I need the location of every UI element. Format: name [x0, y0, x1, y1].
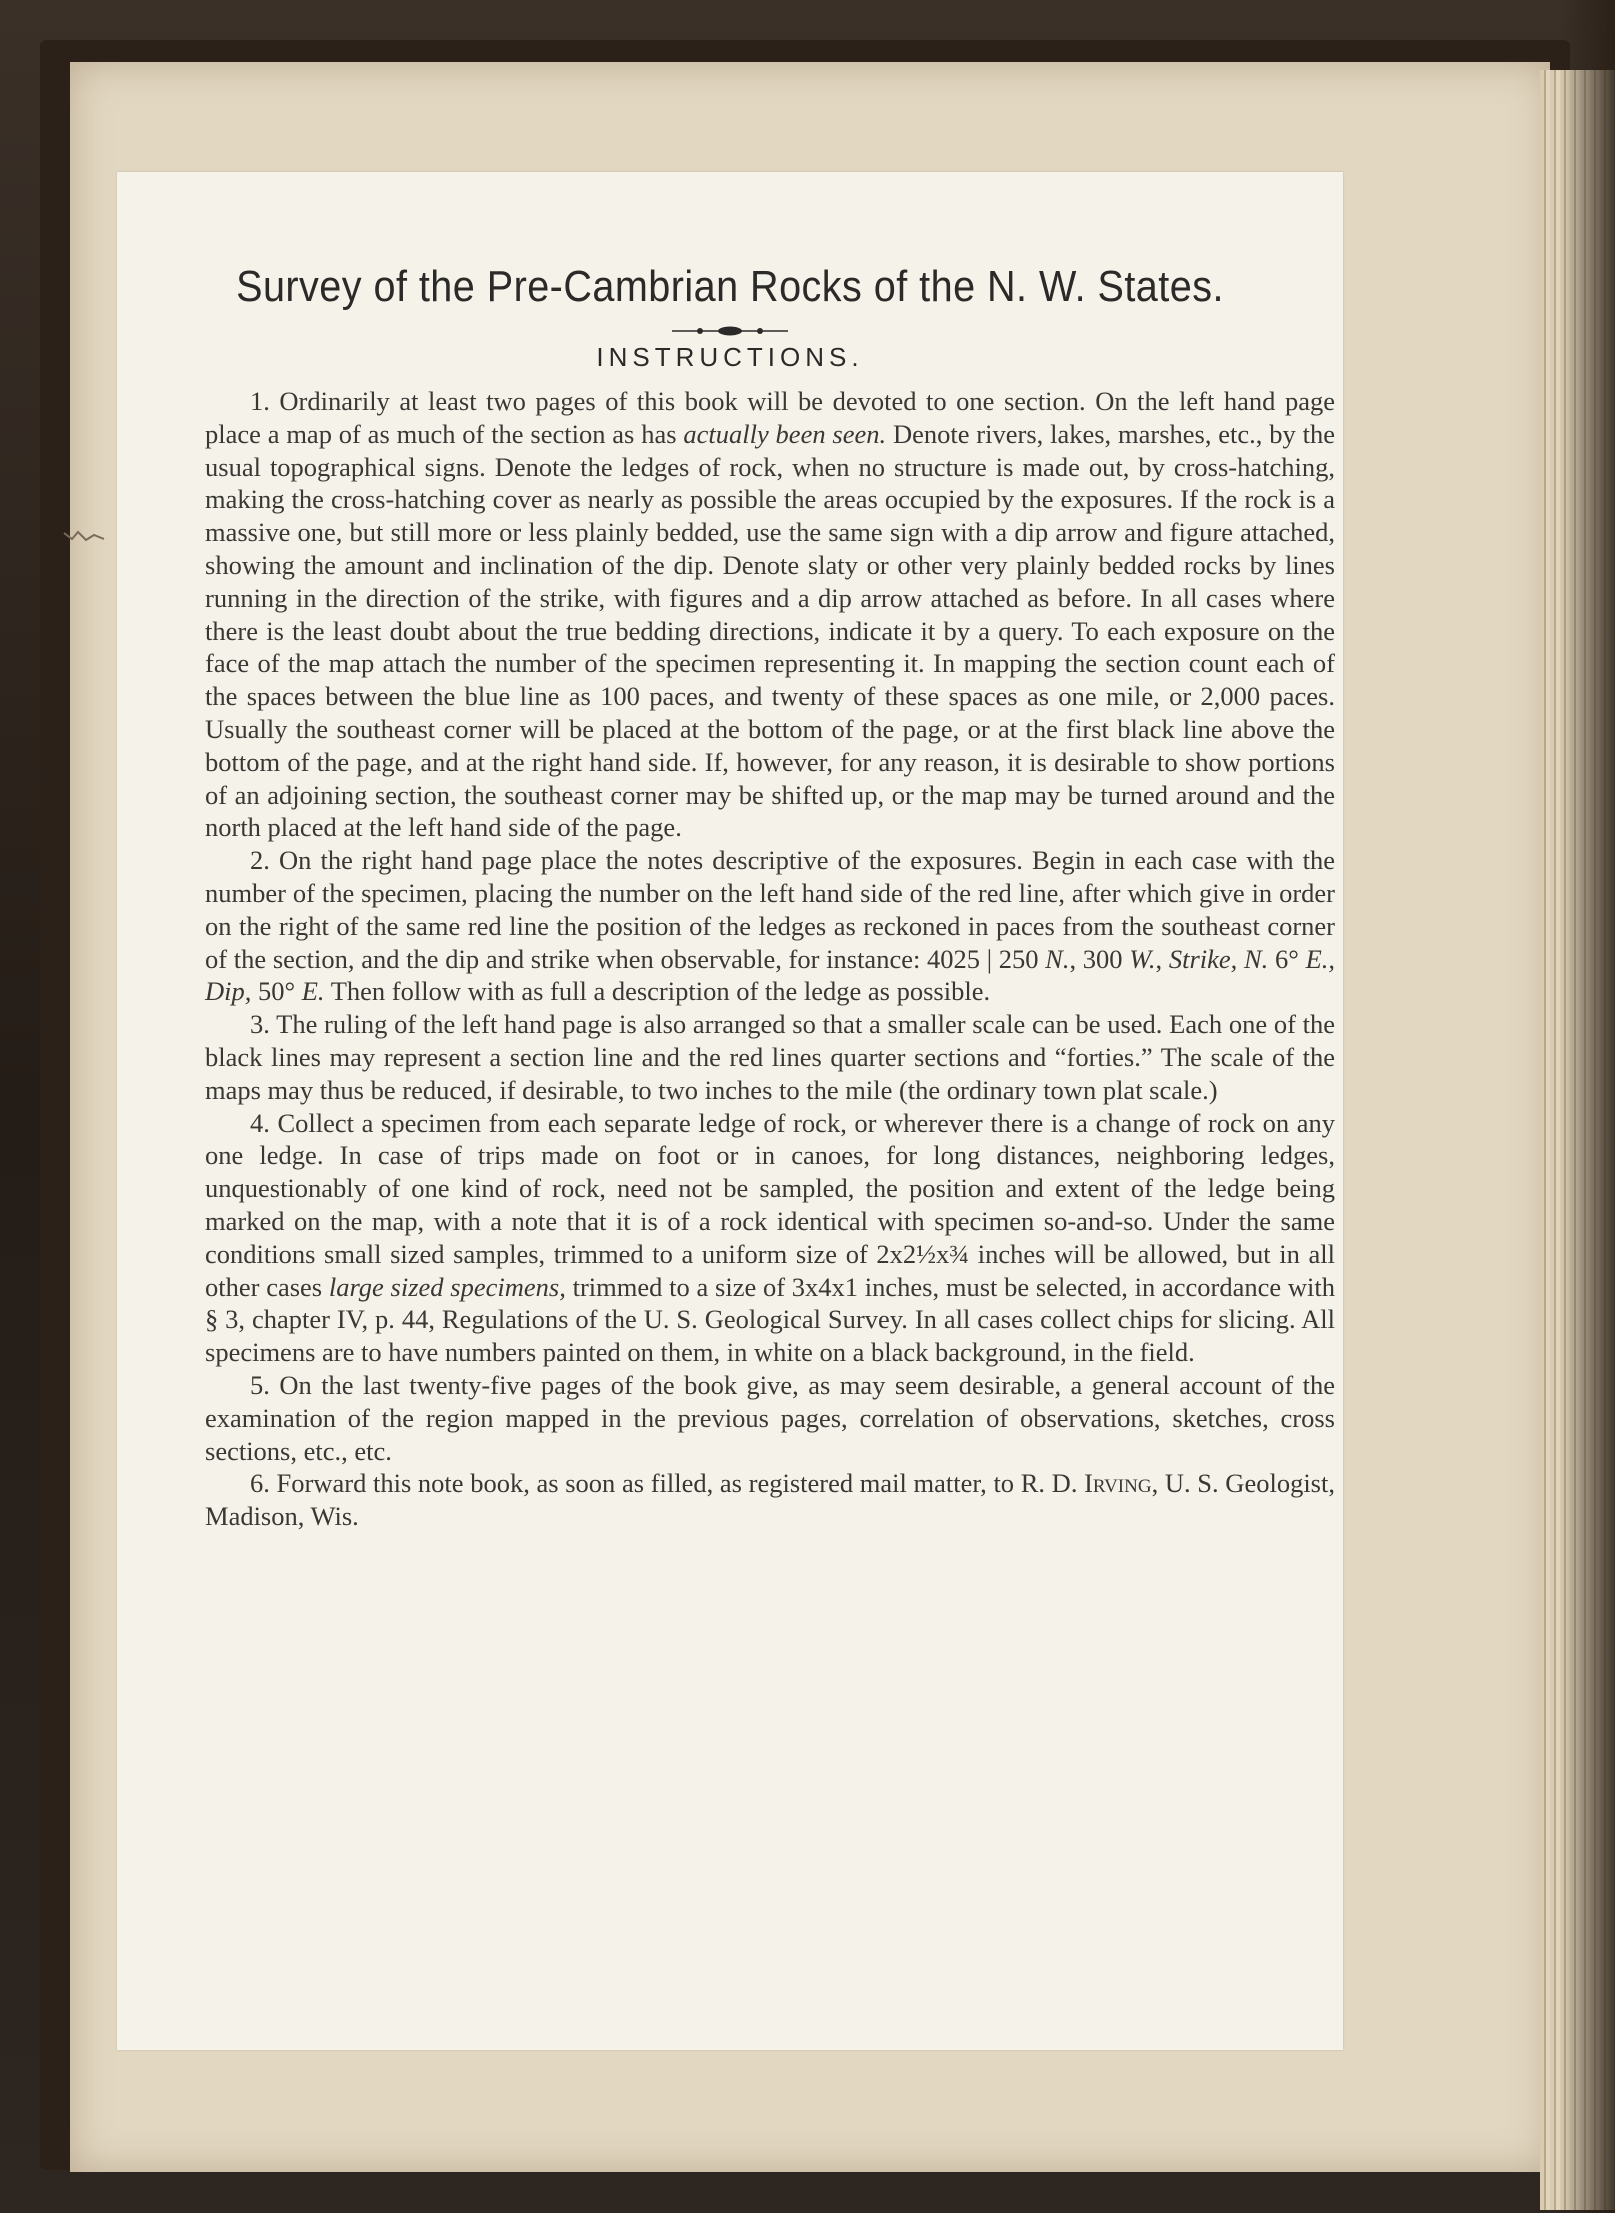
instruction-paragraph-5 [205, 1369, 1335, 1467]
paragraph-text: Collect a specimen from each separate ledge of rock, or wherever there is a change of rock on any one ledge. In case of trips made on foot or in canoes, for long distances, neighboring ledges, unquestionably of one kind of rock, need not be sampled, the position and extent of the ledge being marked on the map, with a note that it is of a rock identical with specimen so-and-so. Under the same conditions small sized samples, trimmed to a uniform size of 2x2½x¾ inches will be allowed, but in all other cases [205, 1107, 1335, 1302]
instruction-paragraph-3 [205, 1008, 1335, 1106]
paragraph-text: Denote rivers, lakes, marshes, etc., by the usual topographical signs. Denote the ledges of rock, when no structure is made out, by cross-hatching, making the cross-hatching cover as nearly as possible the areas occupied by the exposures. If the rock is a massive one, but still more or less plainly bedded, use the same sign with a dip arrow and figure attached, showing the amount and inclination of the dip. Denote slaty or other very plainly bedded rocks by lines running in the direction of the strike, with figures and a dip arrow attached as before. In all cases where there is the least doubt about the true bedding directions, indicate it by a query. To each exposure on the face of the map attach the number of the specimen representing it. In mapping the section count each of the spaces between the blue line as 100 paces, and twenty of these spaces as one mile, or 2,000 paces. Usually the southeast corner will be placed at the bottom of the page, or at the first black line above the bottom of the page, and at the right hand side. If, however, for any reason, it is desirable to show portions of an adjoining section, the southeast corner may be shifted up, or the map may be turned around and the north placed at the left hand side of the page. [205, 418, 1335, 843]
paragraph-text: Then follow with as full a description of the ledge as possible. [324, 976, 991, 1007]
paragraph-text: On the last twenty-five pages of the book give, as may seem desirable, a general account of the examination of the region mapped in the previous pages, correlation of observations, sketches, cross sections, etc., etc. [205, 1369, 1335, 1466]
paragraph-text: Irving [1084, 1468, 1152, 1499]
paragraph-text: W. [1129, 943, 1156, 974]
paragraph-text: Forward this note book, as soon as filled, as registered mail matter, to R. D. [269, 1468, 1085, 1499]
instruction-paragraph-2 [205, 844, 1335, 1008]
paragraph-text: N. [1045, 943, 1070, 974]
spine-shadow [1560, 0, 1615, 2213]
document-title: Survey of the Pre-Cambrian Rocks of the N. W. States. [236, 262, 1224, 311]
paragraph-number: 6. [250, 1468, 270, 1499]
paragraph-text: E., Dip, [205, 943, 1335, 1007]
paragraph-number: 3. [250, 1009, 270, 1040]
paragraph-text: On the right hand page place the notes descriptive of the exposures. Begin in each case with the number of the specimen, placing the number on the left hand side of the red line, after which give in order on the right of the same red line the position of the ledges as reckoned in paces from the southeast corner of the section, and the dip and strike when observable, for instance: 4025 | 250 [205, 845, 1335, 974]
paragraph-text: 50° [251, 976, 302, 1007]
paragraph-number: 4. [250, 1107, 270, 1138]
paragraph-text: actually been seen. [683, 418, 887, 449]
paragraph-text: The ruling of the left hand page is also arranged so that a smaller scale can be used. Each one of the black lines may represent a section line and the red lines quarter sections and “forties.” The scale of the maps may thus be reduced, if desirable, to two inches to the mile (the ordinary town plat scale.) [205, 1009, 1335, 1105]
instruction-paragraph-1 [205, 385, 1335, 844]
instructions-label [117, 172, 1343, 2050]
instruction-paragraph-6 [205, 1467, 1335, 1533]
paragraph-text: , 300 [1069, 943, 1130, 974]
paragraph-text: large sized specimens, [328, 1271, 566, 1302]
paragraph-number: 5. [250, 1369, 270, 1400]
paragraph-text: E. [301, 976, 325, 1007]
instruction-paragraph-4 [205, 1107, 1335, 1369]
paragraph-number: 1. [250, 386, 270, 416]
paragraph-text: trimmed to a size of 3x4x1 inches, must be selected, in accordance with § 3, chapter IV, p. 44, Regulations of the U. S. Geological Survey. In all cases collect chips for slicing. All specimens are to have numbers painted on them, in white on a black background, in the field. [205, 1271, 1335, 1368]
title-ornament [672, 324, 788, 338]
paragraph-text: Ordinarily at least two pages of this book will be devoted to one section. On the left hand page place a map of as much of the section as has [205, 386, 1335, 449]
paragraph-text: Strike, N. [1168, 943, 1269, 974]
paragraph-text: , [1155, 943, 1169, 974]
pencil-mark [60, 527, 120, 547]
paragraph-number: 2. [250, 845, 270, 876]
paragraph-text: , U. S. Geologist, Madison, Wis. [205, 1468, 1335, 1532]
instructions-heading: INSTRUCTIONS. [596, 342, 864, 372]
paragraph-text: 6° [1268, 943, 1306, 974]
instructions-body [205, 385, 1335, 1533]
